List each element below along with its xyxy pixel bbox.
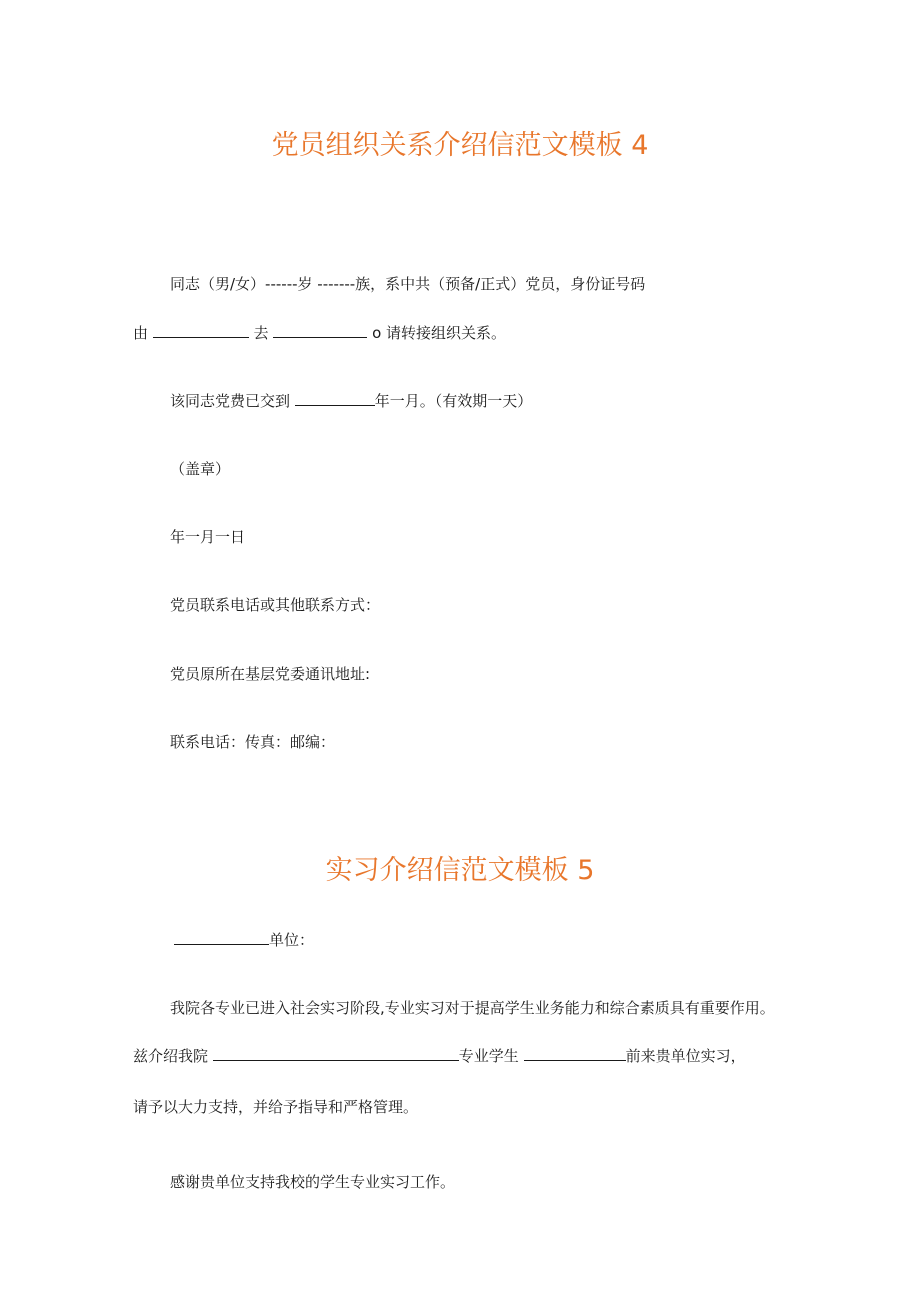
date-line: 年一月一日: [170, 528, 246, 546]
section1-paragraph-3-validity: 年一月。（有效期一天）: [374, 392, 533, 410]
section1-paragraph-1: 同志（男/女）------岁 -------族，系中共（预备/正式）党员，身份证号码: [170, 275, 646, 293]
section1-paragraph-2-from: 由: [133, 324, 153, 342]
section1-title: 党员组织关系介绍信范文模板 4: [271, 130, 649, 161]
section1-paragraph-3: [170, 389, 532, 413]
seal-label: （盖章）: [170, 460, 231, 478]
committee-address-line: 党员原所在基层党委通讯地址:: [170, 665, 371, 683]
from-blank: [153, 323, 249, 338]
section2-paragraph-1: 我院各专业已进入社会实习阶段,专业实习对于提高学生业务能力和综合素质具有重要作用。: [170, 999, 775, 1017]
section1-paragraph-2: [133, 321, 506, 345]
section2-paragraph-2-intro: 兹介绍我院: [133, 1047, 213, 1065]
section2-paragraph-2-internship: 前来贵单位实习，: [625, 1047, 746, 1065]
section2-title: 实习介绍信范文模板 5: [325, 855, 595, 886]
phone-fax-postcode-line: 联系电话：传真：邮编：: [170, 733, 336, 751]
major-blank: [213, 1046, 459, 1061]
dues-blank: [295, 391, 375, 406]
section2-paragraph-2: [133, 1044, 746, 1068]
section1-paragraph-2-request: o 请转接组织关系。: [367, 324, 507, 342]
to-blank: [273, 323, 367, 338]
thanks-line: 感谢贵单位支持我校的学生专业实习工作。: [170, 1173, 456, 1191]
unit-blank: [174, 930, 269, 945]
section2-paragraph-3: 请予以大力支持，并给予指导和严格管理。: [133, 1098, 419, 1116]
students-blank: [524, 1046, 626, 1061]
section2-paragraph-2-students: 专业学生: [458, 1047, 524, 1065]
section1-paragraph-3-dues: 该同志党费已交到: [170, 392, 295, 410]
unit-label: 单位：: [269, 931, 315, 949]
member-contact-line: 党员联系电话或其他联系方式：: [170, 596, 381, 614]
recipient-unit-line: [174, 928, 314, 952]
section1-paragraph-2-to: 去: [248, 324, 274, 342]
